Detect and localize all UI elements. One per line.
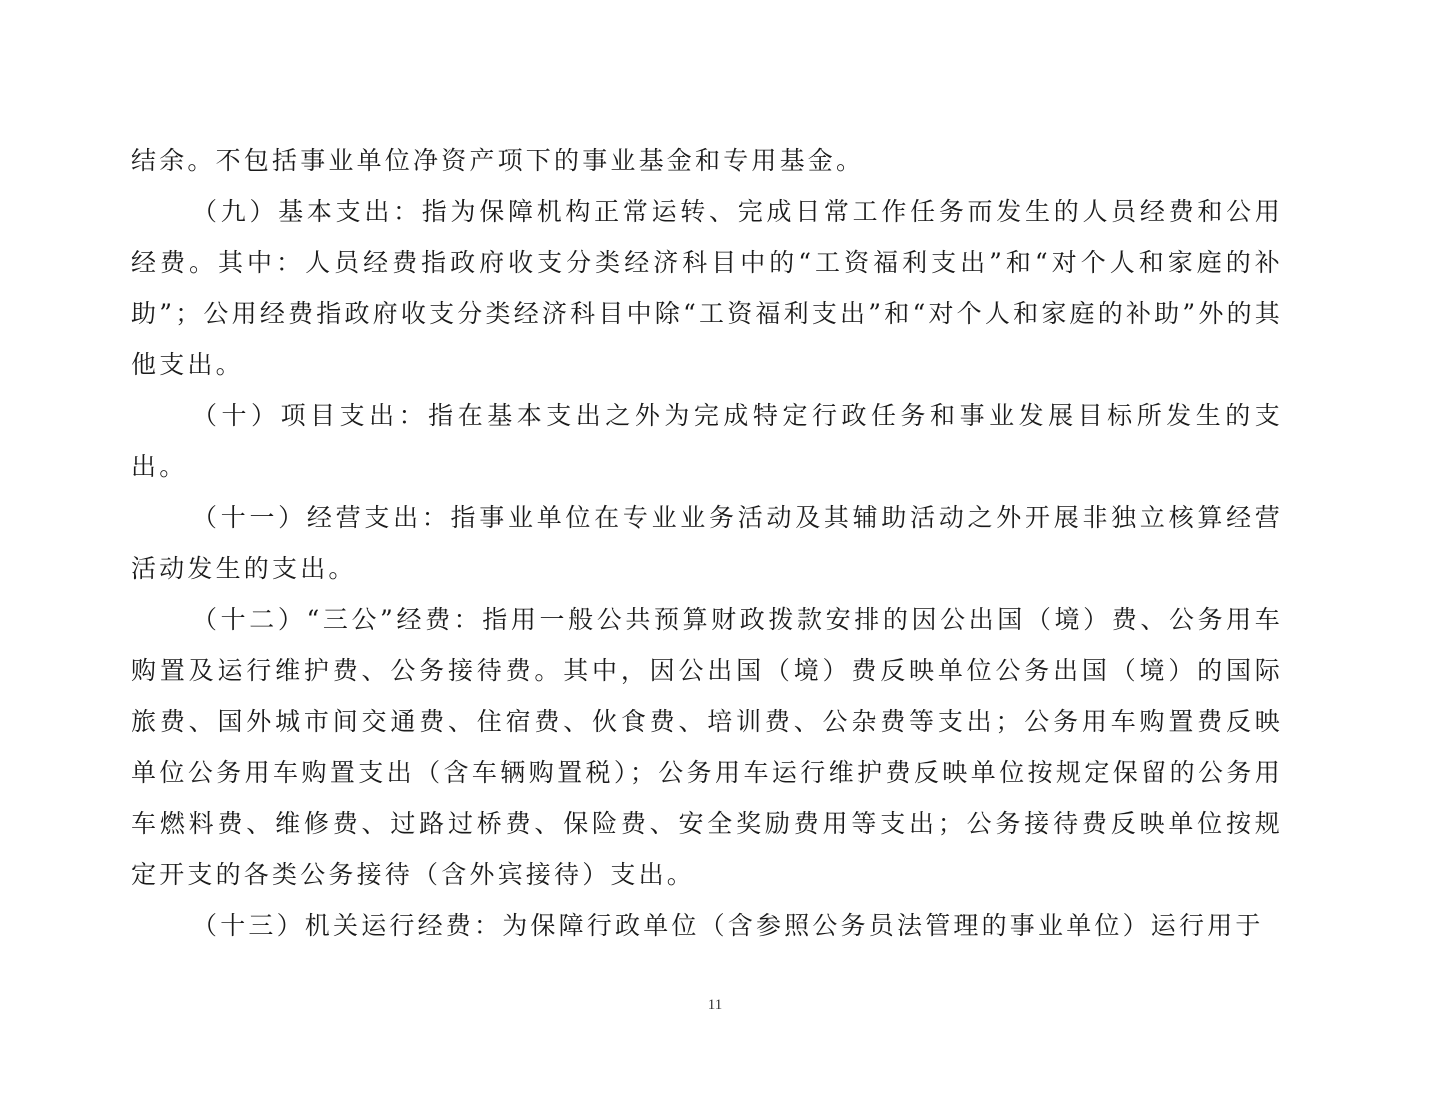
page-number: 11 (707, 997, 723, 1013)
paragraph-project-expenditure: （十）项目支出：指在基本支出之外为完成特定行政任务和事业发展目标所发生的支出。 (131, 401, 1283, 481)
paragraph-three-public-expenses: （十二）“三公”经费：指用一般公共预算财政拨款安排的因公出国（境）费、公务用车购置及运行维护费、公务接待费。其中，因公出国（境）费反映单位公务出国（境）的国际旅费、国外城市间交通费、住宿费、伙食费、培训费、公杂费等支出；公务用车购置费反映单位公务用车购置支出（含车辆购置税）；公务用车运行维护费反映单位按规定保留的公务用车燃料费、维修费、过路过桥费、保险费、安全奖励费用等支出；公务接待费反映单位按规定开支的各类公务接待（含外宾接待）支出。 (131, 605, 1283, 889)
paragraph-basic-expenditure: （九）基本支出：指为保障机构正常运转、完成日常工作任务而发生的人员经费和公用经费。其中：人员经费指政府收支分类经济科目中的“工资福利支出”和“对个人和家庭的补助”；公用经费指政府收支分类经济科目中除“工资福利支出”和“对个人和家庭的补助”外的其他支出。 (131, 197, 1283, 379)
paragraph-surplus-continuation: 结余。不包括事业单位净资产项下的事业基金和专用基金。 (131, 146, 865, 175)
document-body (131, 135, 1283, 951)
paragraph-operating-expenditure: （十一）经营支出：指事业单位在专业业务活动及其辅助活动之外开展非独立核算经营活动发生的支出。 (131, 503, 1283, 583)
paragraph-agency-operating-expenses: （十三）机关运行经费：为保障行政单位（含参照公务员法管理的事业单位）运行用于 (192, 911, 1264, 940)
